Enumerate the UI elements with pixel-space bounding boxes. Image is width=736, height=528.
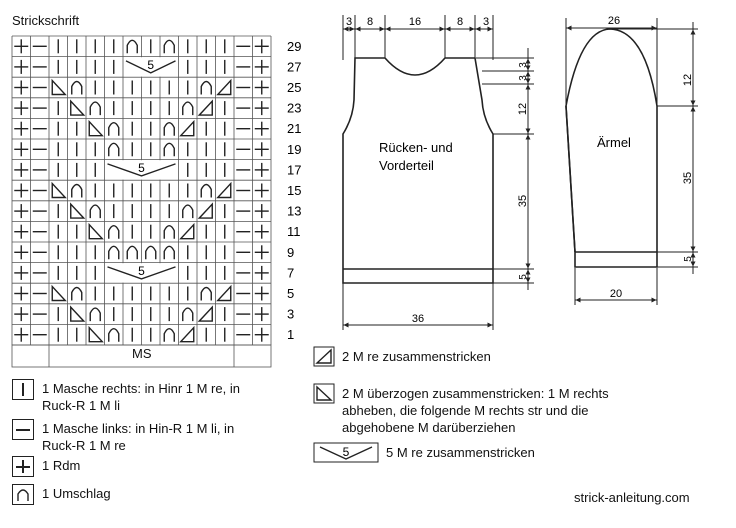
arrowhead	[526, 270, 531, 275]
row-number: 9	[287, 244, 295, 260]
k5tog-number: 5	[138, 263, 145, 278]
arrowhead	[344, 323, 349, 328]
purl-icon	[12, 419, 34, 440]
row-number: 23	[287, 100, 302, 116]
k2tog-icon	[314, 347, 334, 366]
arrowhead	[691, 30, 696, 35]
arrowhead	[526, 135, 531, 140]
row-number: 27	[287, 59, 302, 75]
legend-ssk-line-2: abheben, die folgende M rechts str und die	[342, 403, 589, 418]
sleeve-right-dim-3: 5	[683, 256, 694, 262]
body-top-dim-3: 16	[408, 16, 422, 28]
row-number: 21	[287, 121, 302, 137]
arrowhead	[386, 27, 391, 32]
legend-ssk-line-3: abgehobene M darüberziehen	[342, 420, 516, 435]
sleeve-dimensions	[566, 18, 698, 305]
row-number: 25	[287, 80, 302, 95]
row-number: 11	[287, 224, 301, 240]
row-number: 5	[287, 286, 295, 301]
row-number: 15	[287, 183, 302, 198]
arrowhead	[576, 298, 581, 303]
row-number: 17	[287, 162, 302, 178]
body-top-dim-1: 3	[345, 16, 353, 28]
sleeve-top-dim: 26	[607, 15, 621, 27]
row-number: 3	[287, 306, 295, 322]
legend-edge-line-1: 1 Rdm	[42, 458, 81, 473]
body-top-dim-4: 8	[456, 16, 464, 28]
arrowhead	[488, 323, 493, 328]
sleeve-right-dim-1: 12	[682, 73, 694, 87]
arrowhead	[691, 247, 696, 252]
arrowhead	[691, 101, 696, 106]
arrowhead	[691, 107, 696, 112]
arrowhead	[446, 27, 451, 32]
arrowhead	[526, 264, 531, 269]
row-number: 7	[287, 265, 295, 281]
body-top-dim-2: 8	[366, 16, 374, 28]
k5tog-icon	[314, 443, 378, 462]
row-number: 1	[287, 327, 295, 343]
arrowhead	[526, 129, 531, 134]
body-right-dim-3: 12	[517, 102, 529, 116]
ms-label: MS	[132, 346, 152, 361]
legend-purl-line-2: Ruck-R 1 M re	[42, 438, 126, 453]
arrowhead	[652, 298, 657, 303]
arrowhead	[567, 26, 572, 31]
body-label-line-2: Vorderteil	[379, 158, 434, 173]
k5tog-number: 5	[147, 57, 155, 72]
body-right-dim-5: 5	[518, 274, 529, 280]
chart-title: Strickschrift	[12, 13, 80, 28]
arrowhead	[476, 27, 481, 32]
footer-website: strick-anleitung.com	[574, 490, 690, 505]
sleeve-right-dim-2: 35	[682, 171, 694, 185]
legend-yarn-over-line-1: 1 Umschlag	[42, 486, 111, 501]
sleeve-bottom-dim: 20	[609, 288, 623, 300]
body-label-line-1: Rücken- und	[379, 140, 453, 155]
row-number: 19	[287, 141, 302, 157]
legend-knit-line-2: Ruck-R 1 M li	[42, 398, 121, 413]
knit-icon	[12, 379, 34, 400]
arrowhead	[356, 27, 361, 32]
k5tog-number: 5	[138, 160, 145, 175]
legend-purl-line-1: 1 Masche links: in Hin-R 1 M li, in	[42, 421, 235, 436]
edge-stitch-icon	[12, 456, 34, 477]
ssk-icon	[314, 384, 334, 403]
body-right-dim-4: 35	[517, 194, 529, 208]
body-right-dim-2: 3	[518, 75, 529, 81]
arrowhead	[652, 26, 657, 31]
legend-knit-line-1: 1 Masche rechts: in Hinr 1 M re, in	[42, 381, 240, 396]
arrowhead	[440, 27, 445, 32]
row-number: 29	[287, 38, 302, 54]
arrowhead	[470, 27, 475, 32]
legend-k2tog-line-1: 2 M re zusammenstricken	[342, 349, 491, 364]
body-right-dim-1: 3	[518, 62, 529, 68]
arrowhead	[380, 27, 385, 32]
legend-k5tog-line-1: 5 M re zusammenstricken	[386, 445, 535, 460]
body-right-dimensions	[476, 48, 534, 290]
row-number: 13	[287, 203, 302, 219]
arrowhead	[526, 85, 531, 90]
yarn-over-icon	[12, 484, 34, 505]
body-bottom-dim: 36	[411, 313, 425, 325]
legend-ssk-line-1: 2 M überzogen zusammenstricken: 1 M rechts	[342, 386, 609, 401]
body-top-dim-5: 3	[482, 16, 490, 28]
k5tog-number: 5	[342, 445, 350, 459]
sleeve-label: Ärmel	[597, 135, 631, 150]
